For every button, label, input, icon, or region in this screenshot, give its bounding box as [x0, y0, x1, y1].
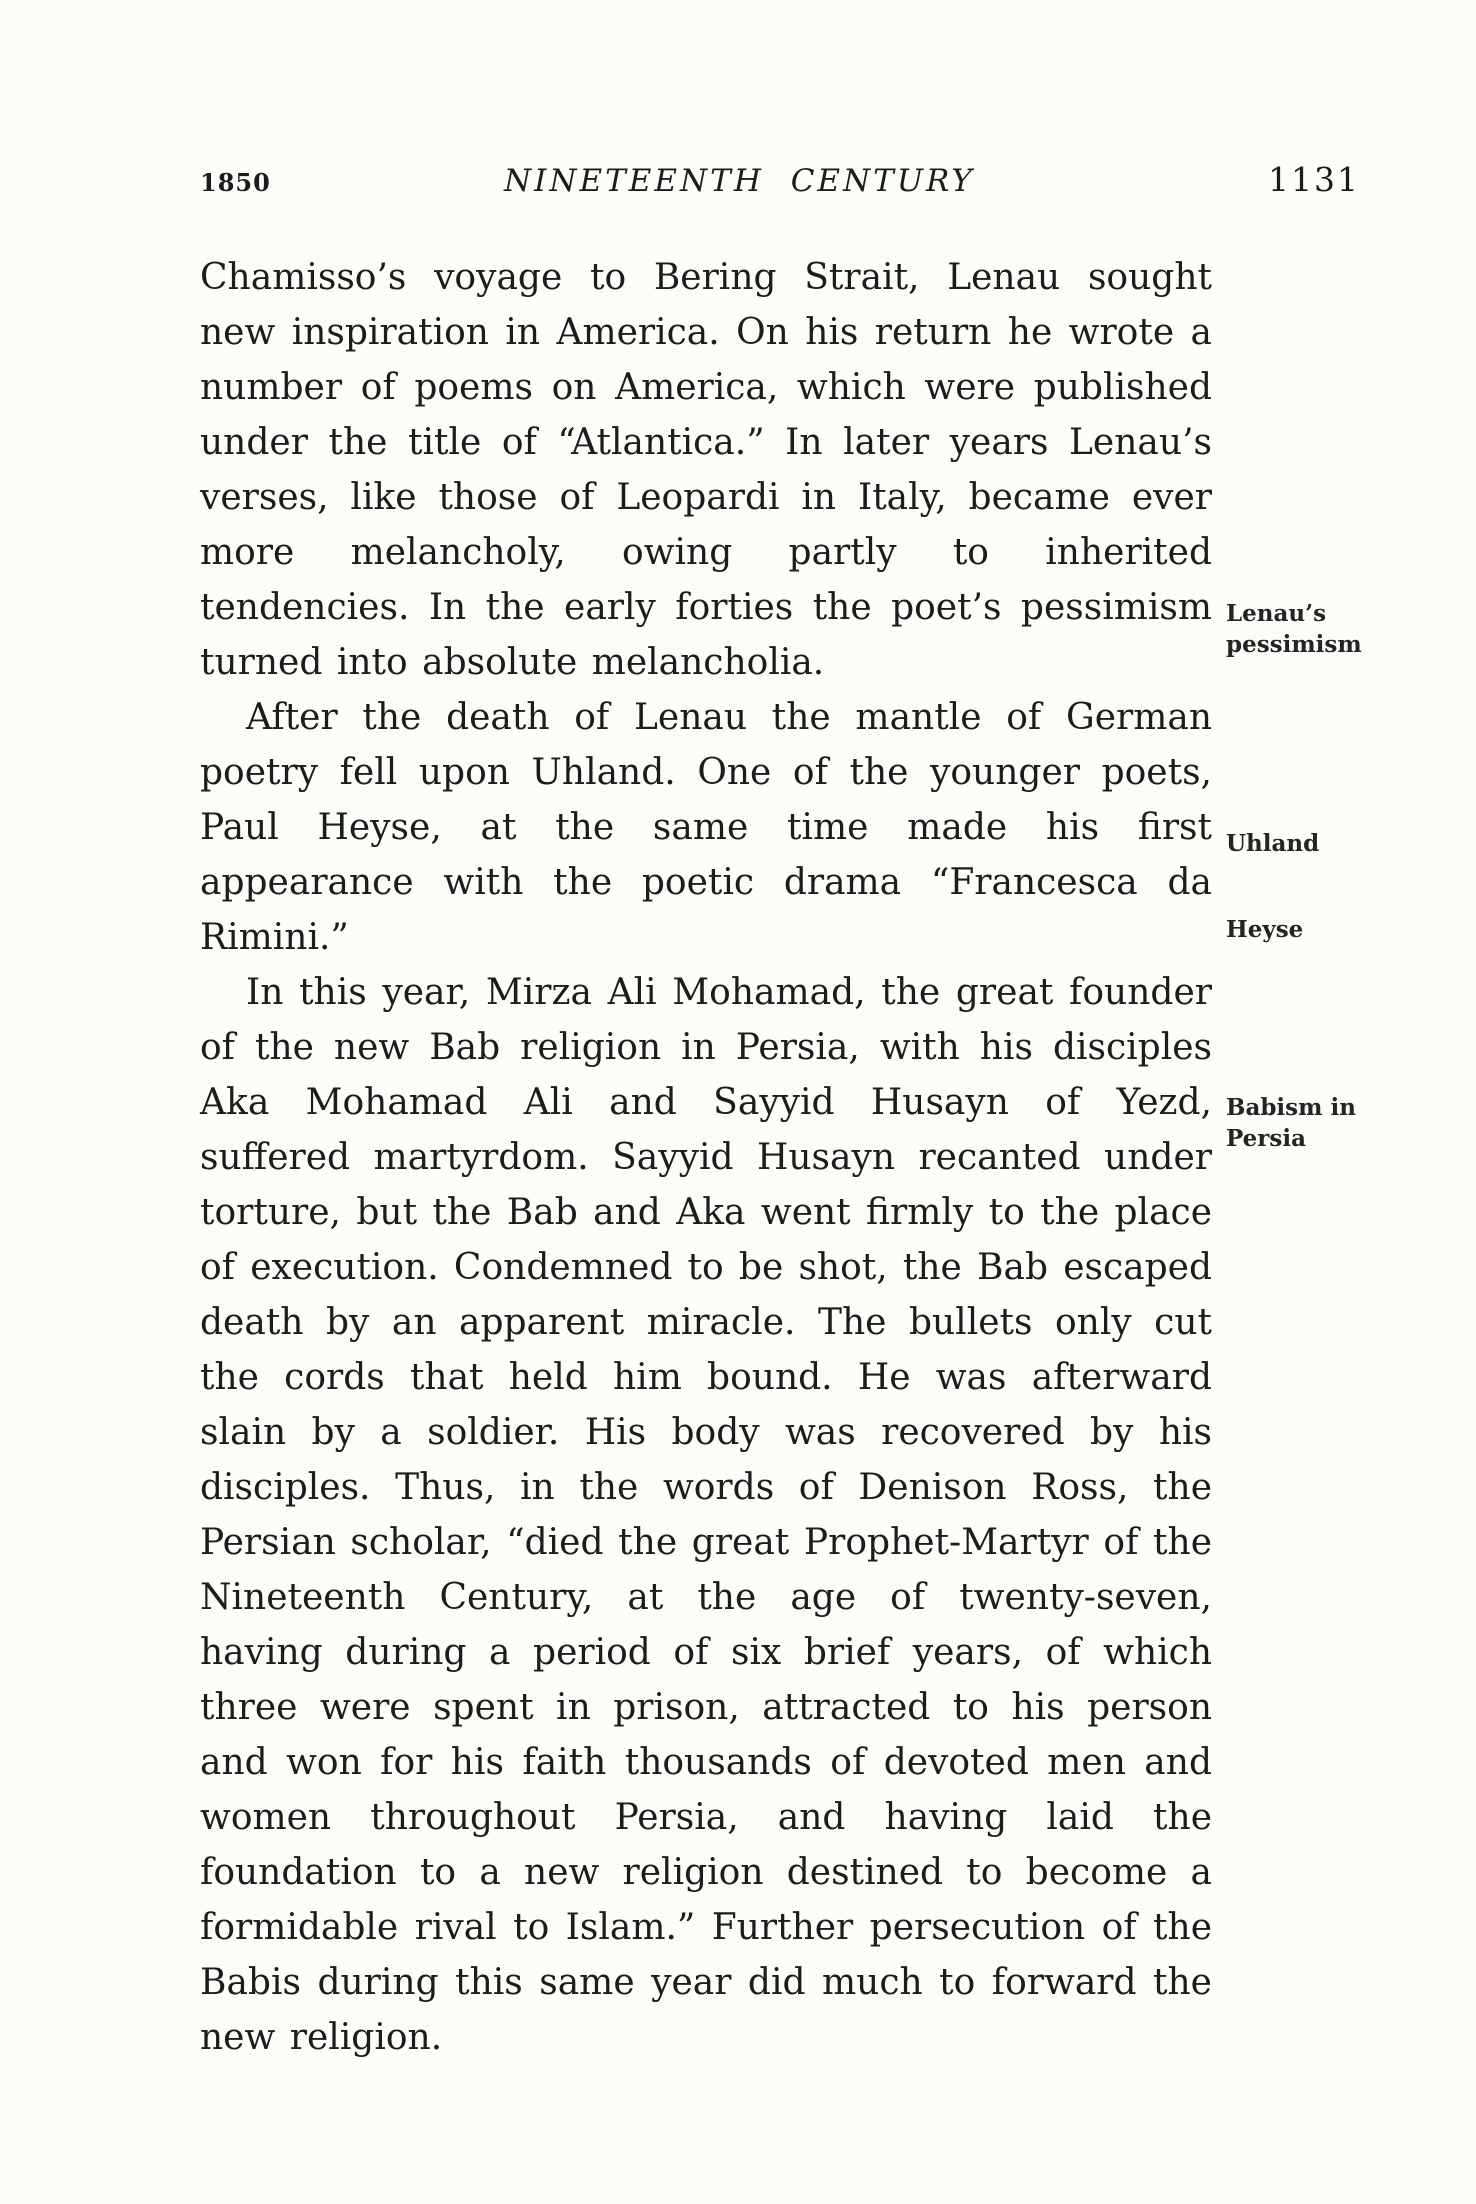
- margin-note-babism-in-persia: Babism in Persia: [1226, 1094, 1356, 1152]
- margin-note-heyse: Heyse: [1226, 916, 1304, 943]
- paragraph-babism: In this year, Mirza Ali Mohamad, the great founder of the new Bab religion in Persia, with his disciples Aka Mohamad Ali and Sayyid Husayn of Yezd, suffered martyrdom. Sayyid Husayn recanted under torture, but the Bab and Aka went firmly to the place of execution. Condemned to be shot, the Bab escaped death by an apparent miracle. The bullets only cut the cords that held him bound. He was afterward slain by a soldier. His body was recovered by his disciples. Thus, in the words of Denison Ross, the Persian scholar, “died the great Prophet-Martyr of the Nineteenth Century, at the age of twenty-seven, having during a period of six brief years, of which three were spent in prison, attracted to his person and won for his faith thousands of devoted men and women throughout Persia, and having laid the foundation to a new religion destined to become a formidable rival to Islam.” Further persecution of the Babis during this same year did much to forward the new religion.: [200, 972, 1212, 2058]
- margin-note-uhland: Uhland: [1226, 830, 1320, 857]
- body-text-column: [200, 250, 1212, 2065]
- paragraph-uhland-heyse: After the death of Lenau the mantle of German poetry fell upon Uhland. One of the younger poets, Paul Heyse, at the same time made his first appearance with the poetic drama “Francesca da Rimini.”: [200, 697, 1212, 958]
- header-running-title: NINETEENTH CENTURY: [503, 163, 975, 199]
- margin-note-lenaus-pessimism: Lenau’s pessimism: [1226, 600, 1362, 658]
- header-year-label: 1850: [200, 168, 271, 197]
- page-header: [200, 160, 1360, 199]
- paragraph-lenau-america: Chamisso’s voyage to Bering Strait, Lenau sought new inspiration in America. On his return he wrote a number of poems on America, which were published under the title of “Atlantica.” In later years Lenau’s verses, like those of Leopardi in Italy, became ever more melancholy, owing partly to inherited tendencies. In the early forties the poet’s pessimism turned into absolute melancholia.: [200, 257, 1212, 683]
- header-page-number: 1131: [1268, 160, 1360, 199]
